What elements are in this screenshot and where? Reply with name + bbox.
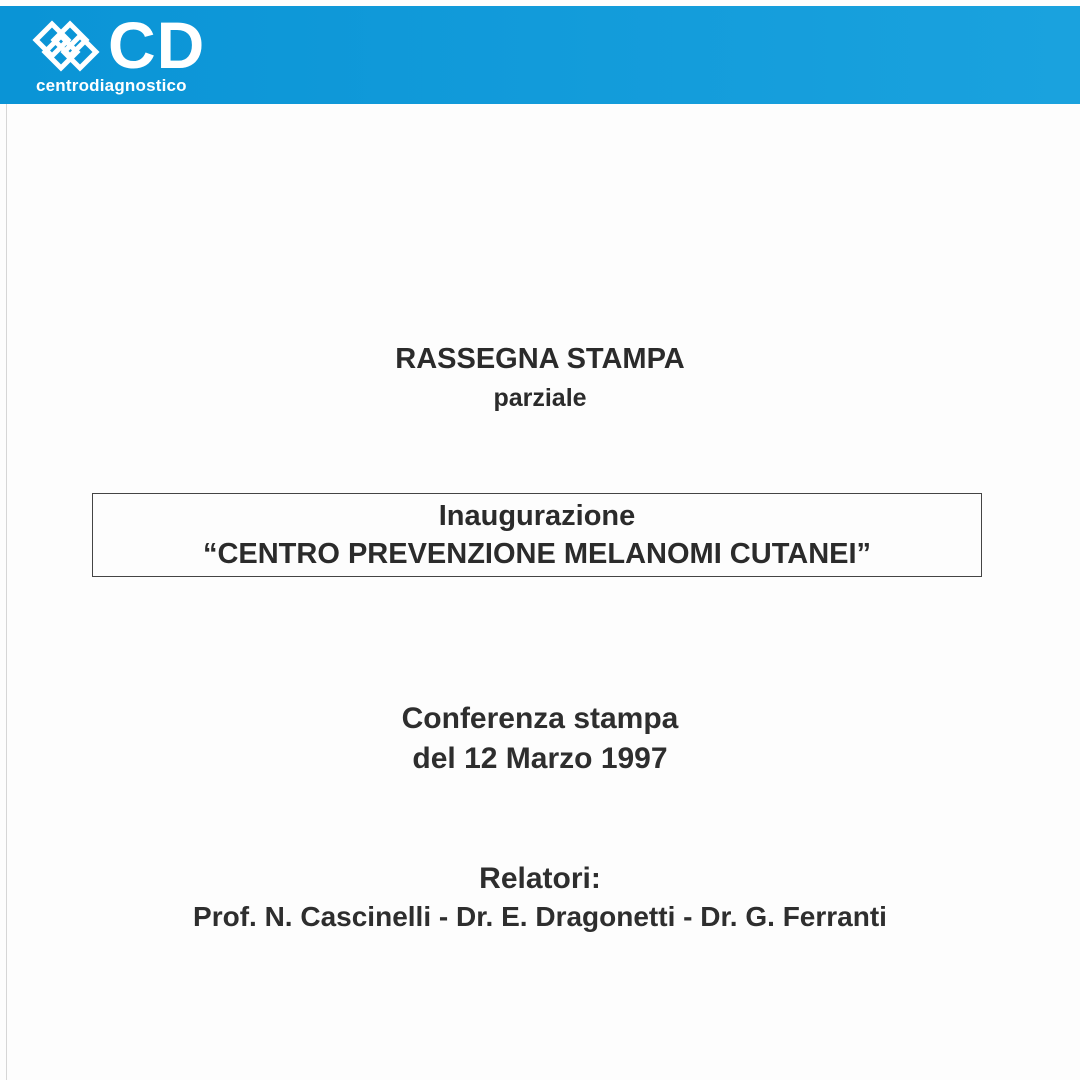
conference-label: Conferenza stampa <box>401 702 679 735</box>
brand-letters: CD <box>108 8 206 82</box>
speakers-names: Prof. N. Cascinelli - Dr. E. Dragonetti - Dr. G. Ferranti <box>193 901 887 932</box>
brand-name: centrodiagnostico <box>36 76 187 95</box>
speakers-label: Relatori: <box>479 862 601 895</box>
event-name: “CENTRO PREVENZIONE MELANOMI CUTANEI” <box>202 538 872 570</box>
document-title: RASSEGNA STAMPA <box>395 343 685 375</box>
diamond-knot-logo-icon <box>30 16 104 76</box>
document-subtitle: parziale <box>493 384 587 412</box>
conference-date: del 12 Marzo 1997 <box>412 742 668 775</box>
event-title-box <box>92 493 982 577</box>
header-band <box>0 6 1080 104</box>
event-label: Inaugurazione <box>438 500 636 532</box>
